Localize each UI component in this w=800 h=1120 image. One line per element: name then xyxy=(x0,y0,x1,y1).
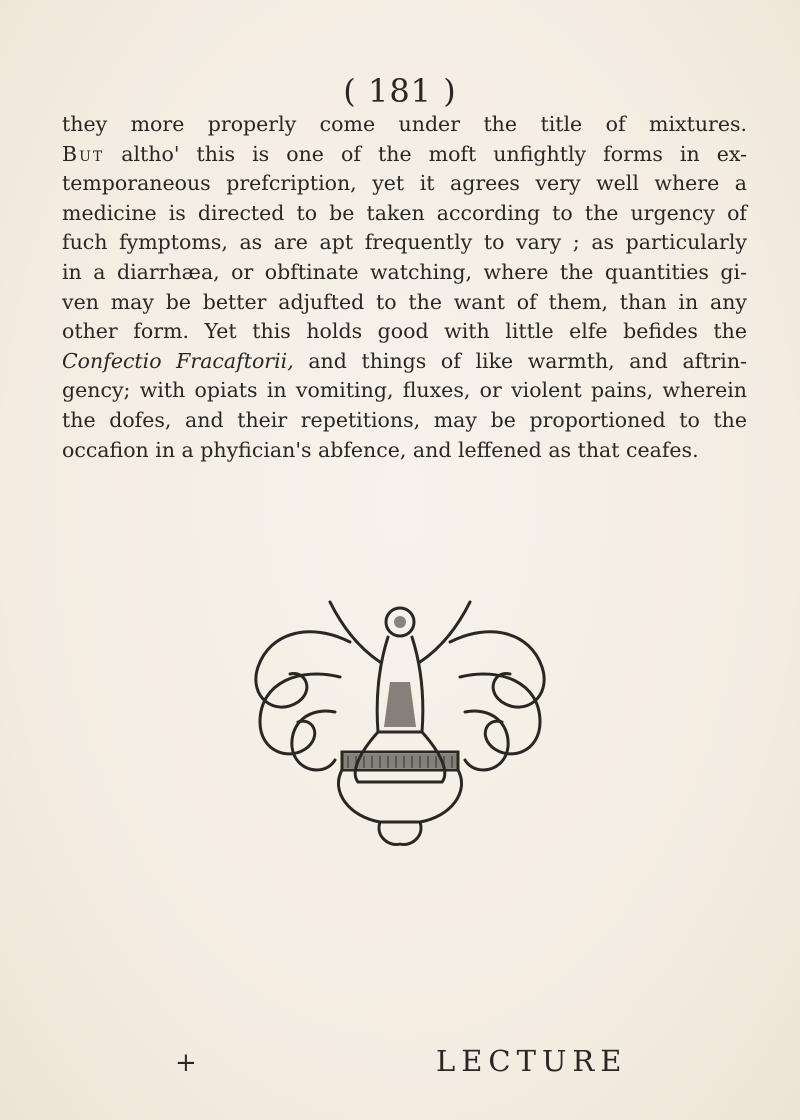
text-line-1: they more properly come under the title of mixtures. xyxy=(62,112,747,136)
text-line-5: fuch fymptoms, as are apt frequently to vary ; as particularly xyxy=(62,230,747,255)
text-line-9-lead: Confectio Fracaftorii, xyxy=(62,348,294,373)
page-number: ( 181 ) xyxy=(343,72,457,110)
text-line-7: ven may be better adjufted to the want of them, than in any xyxy=(62,289,747,314)
text-line-3: temporaneous prefcription, yet it agrees very well where a xyxy=(62,171,747,196)
text-line-6: in a diarrhæa, or obftinate watching, where the quantities gi- xyxy=(62,259,747,284)
catchword: LECTURE xyxy=(436,1044,628,1078)
text-line-10: gency; with opiats in vomiting, fluxes, or violent pains, wherein xyxy=(62,378,747,403)
text-line-8: other form. Yet this holds good with little elfe befides the xyxy=(62,319,747,344)
signature-mark: + xyxy=(175,1048,197,1078)
body-text xyxy=(62,110,747,465)
text-line-9-rest: and things of like warmth, and aftrin- xyxy=(308,348,747,373)
text-line-12: occafion in a phyfician's abfence, and leffened as that ceafes. xyxy=(62,437,699,462)
text-line-11: the dofes, and their repetitions, may be proportioned to the xyxy=(62,407,747,432)
text-line-9 xyxy=(62,347,747,377)
text-line-2-lead: But xyxy=(62,141,105,166)
text-line-4: medicine is directed to be taken according to the urgency of xyxy=(62,200,747,225)
text-line-2-rest: altho' this is one of the moft unfightly forms in ex- xyxy=(121,141,747,166)
allegorical-figure-vignette-icon xyxy=(230,582,570,854)
text-line-2 xyxy=(62,140,747,170)
